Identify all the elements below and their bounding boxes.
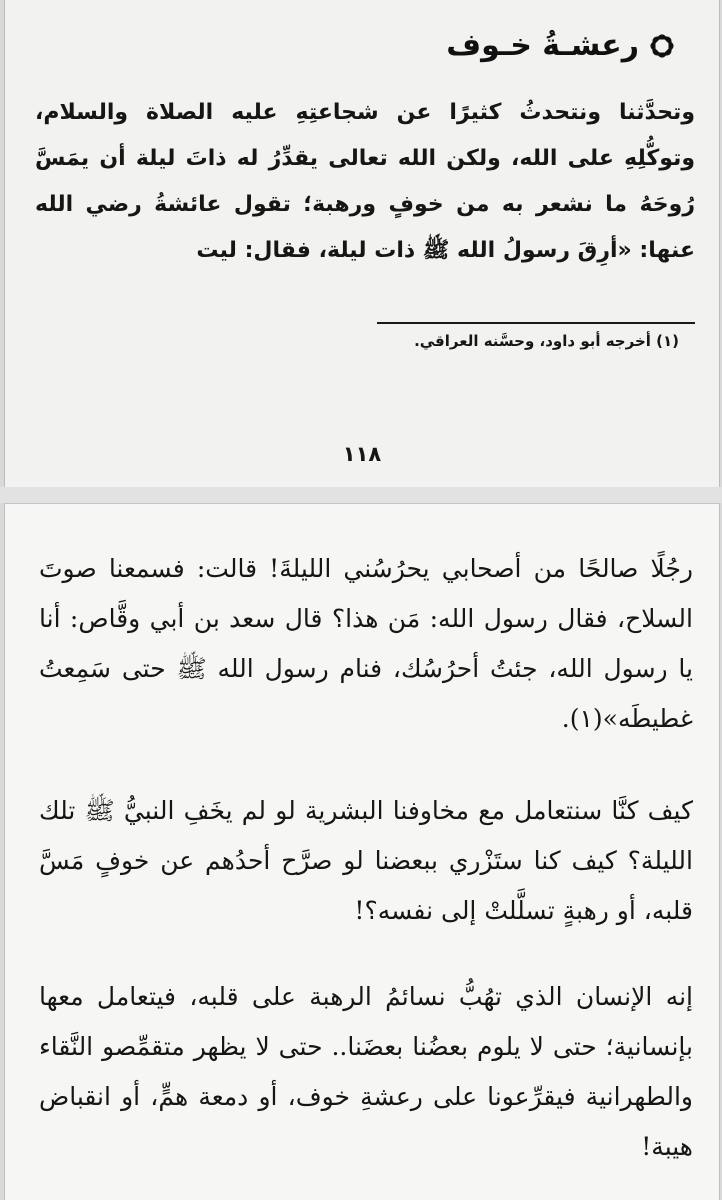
body-paragraph: إنه الإنسان الذي تهُبُّ نسائمُ الرهبة على قلبه، فيتعامل معها بإنسانية؛ حتى لا يلوم بعضُنا بعضَنا.. حتى لا يظهر متقمِّصو النَّقاء والطهرانية فيقرِّعونا على رعشةِ خوف، أو دمعة همٍّ، أو انقباض هيبة! bbox=[39, 982, 693, 1161]
page-number: ١١٨ bbox=[342, 442, 382, 466]
decorative-knot-icon bbox=[649, 33, 675, 59]
body-paragraph: كيف كنَّا سنتعامل مع مخاوفنا البشرية لو لم يخَفِ النبيُّ ﷺ تلك الليلة؟ كيف كنا ستَزْري ببعضنا لو صرَّح أحدُهم عن خوفٍ مَسَّ قلبه، أو رهبةٍ تسلَّلتْ إلى نفسه؟! bbox=[39, 796, 693, 925]
book-page-top bbox=[4, 0, 720, 487]
body-paragraph: رجُلًا صالحًا من أصحابي يحرُسُني الليلةَ! قالت: فسمعنا صوتَ السلاح، فقال رسول الله: مَن هذا؟ قال سعد بن أبي وقَّاص: أنا يا رسول الله، جئتُ أحرُسُك، فنام رسول الله ﷺ حتى سَمِعتُ غطيطَه»(١). bbox=[39, 554, 693, 733]
body-paragraph: وتحدَّثنا ونتحدثُ كثيرًا عن شجاعتِهِ عليه الصلاة والسلام، وتوكُّلِهِ على الله، ولكن الله تعالى يقدِّرُ له ذاتَ ليلة أن يمَسَّ رُوحَهُ ما نشعر به من خوفٍ ورهبة؛ تقول عائشةُ رضي الله عنها: «أرِقَ رسولُ الله ﷺ ذات ليلة، فقال: ليت bbox=[35, 100, 695, 263]
book-page-bottom bbox=[4, 503, 720, 1200]
page-separator bbox=[0, 487, 722, 503]
footnote-divider bbox=[377, 322, 695, 324]
section-title-text: رعشـةُ خـوف bbox=[446, 28, 639, 63]
section-heading bbox=[446, 26, 675, 66]
footnote: (١) أخرجه أبو داود، وحسَّنه العراقي. bbox=[414, 332, 679, 350]
